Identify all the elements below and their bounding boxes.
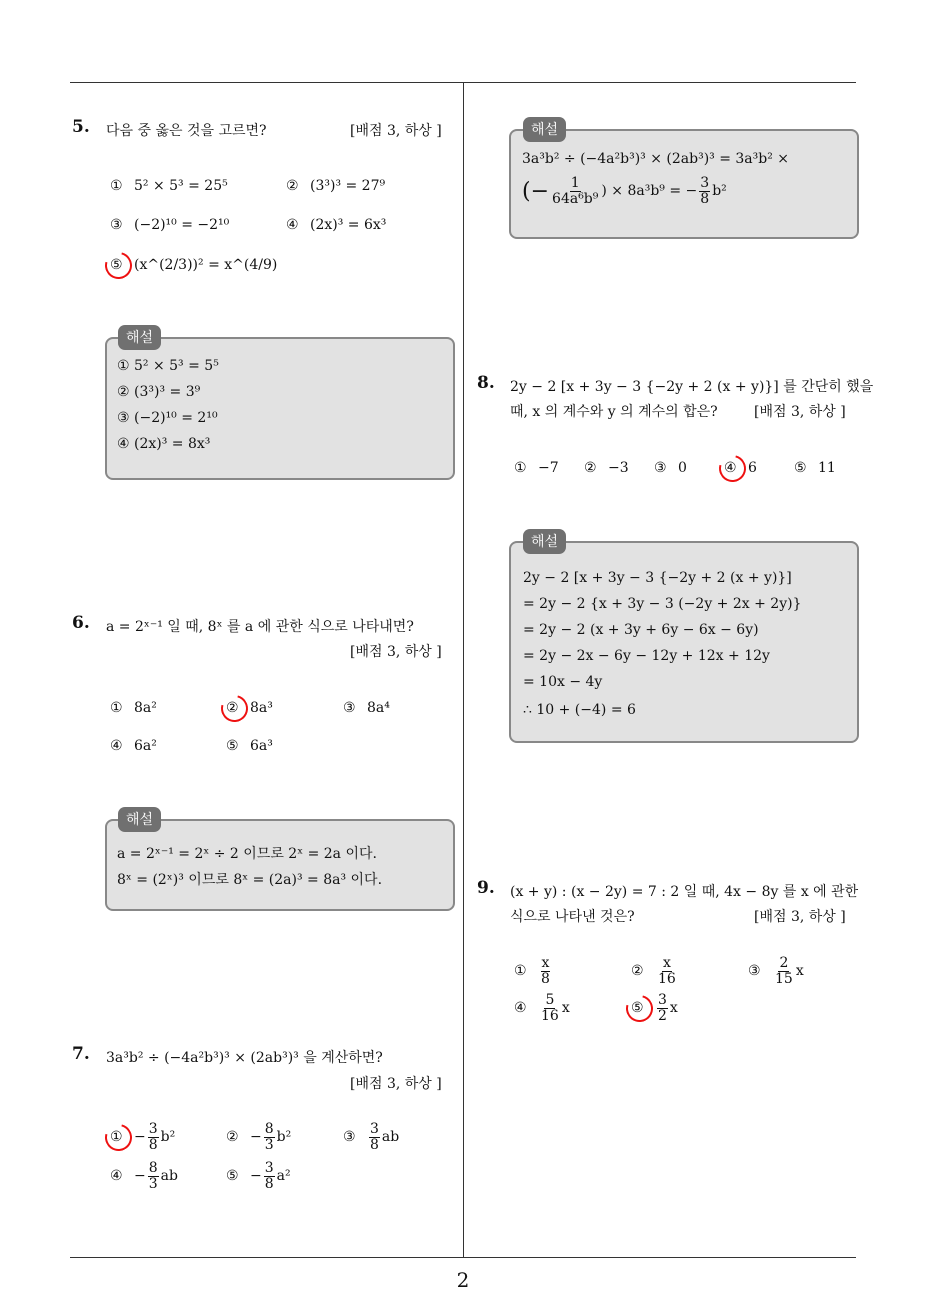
option-tail: x xyxy=(669,1000,678,1017)
q6-option-2[interactable] xyxy=(226,700,273,716)
q5-option-1[interactable] xyxy=(110,178,228,194)
answer-circle xyxy=(100,247,137,284)
q8-option-4[interactable] xyxy=(724,460,757,476)
question-7-text: 3a³b² ÷ (−4a²b³)³ × (2ab³)³ 을 계산하면? xyxy=(106,1050,383,1066)
question-8-number: 8. xyxy=(477,373,495,393)
option-mark: ② xyxy=(631,963,644,980)
option-text: 8a³ xyxy=(250,700,273,716)
question-7-number: 7. xyxy=(72,1044,90,1064)
option-fraction: $\frac{3}{8}$ xyxy=(370,1121,379,1153)
q6-solution-line-2: 8ˣ = (2ˣ)³ 이므로 8ˣ = (2a)³ = 8a³ 이다. xyxy=(117,872,383,888)
option-mark: ③ xyxy=(654,460,667,476)
option-fraction: $\frac{x}{16}$ xyxy=(658,955,676,987)
option-mark: ② xyxy=(286,178,299,194)
q5-option-3[interactable] xyxy=(110,217,229,233)
option-mark: ⑤ xyxy=(226,738,239,754)
question-9-text-line-2: 식으로 나타낸 것은? xyxy=(510,909,635,925)
q5-solution-line-4: ④ (2x)³ = 8x³ xyxy=(117,436,211,452)
option-mark: ④ xyxy=(110,1168,123,1185)
question-7-score: [배점 3, 하상 ] xyxy=(350,1076,442,1092)
q9-option-1[interactable] xyxy=(514,956,553,986)
option-text: (x^(2/3))² = x^(4/9) xyxy=(134,257,278,273)
option-fraction: $\frac{2}{15}$ xyxy=(775,955,793,987)
q8-solution-line-4: = 2y − 2x − 6y − 12y + 12x + 12y xyxy=(523,648,770,664)
q7-option-4[interactable] xyxy=(110,1161,178,1191)
solution-fraction: $\frac{3}{8}$ xyxy=(700,175,710,207)
option-text: (2x)³ = 6x³ xyxy=(310,217,387,233)
q8-solution-line-3: = 2y − 2 (x + 3y + 6y − 6x − 6y) xyxy=(523,622,759,638)
q5-option-5[interactable] xyxy=(110,257,277,273)
q6-solution-tag: 해설 xyxy=(118,807,161,832)
q6-option-1[interactable] xyxy=(110,700,157,716)
q7-option-3[interactable] xyxy=(343,1122,399,1152)
q5-option-4[interactable] xyxy=(286,217,386,233)
answer-circle xyxy=(621,990,658,1027)
option-text: −7 xyxy=(538,460,559,476)
option-text: 5² × 5³ = 25⁵ xyxy=(134,178,228,194)
q8-solution-tag: 해설 xyxy=(523,529,566,554)
solution-fraction: $\frac{1}{\text{64a⁶b⁹}}$ xyxy=(552,175,599,207)
q5-solution-line-2: ② (3³)³ = 3⁹ xyxy=(117,384,201,400)
answer-circle xyxy=(216,690,253,727)
q8-option-2[interactable] xyxy=(584,460,629,476)
option-mark-selected: ④ xyxy=(724,460,748,476)
option-mark: ① xyxy=(110,178,123,194)
option-fraction: $\frac{8}{3}$ xyxy=(264,1121,274,1153)
answer-circle xyxy=(100,1119,137,1156)
option-sign: − xyxy=(250,1129,262,1146)
question-6-score: [배점 3, 하상 ] xyxy=(350,644,442,660)
q7-solution-line-2: (− $\frac{1}{\text{64a⁶b⁹}}$ ) × 8a³b⁹ = − $\frac{3}{8}$ b² xyxy=(522,175,727,207)
option-text: −3 xyxy=(608,460,629,476)
q6-option-4[interactable] xyxy=(110,738,157,754)
option-text: (−2)¹⁰ = −2¹⁰ xyxy=(134,217,230,233)
option-mark: ⑤ xyxy=(226,1168,239,1185)
option-text: 11 xyxy=(818,460,836,476)
q7-solution-tag: 해설 xyxy=(523,117,566,142)
question-9-score: [배점 3, 하상 ] xyxy=(754,909,846,925)
question-8-score: [배점 3, 하상 ] xyxy=(754,404,846,420)
option-tail: b² xyxy=(160,1129,176,1146)
option-mark: ② xyxy=(226,1129,239,1146)
option-mark: ④ xyxy=(514,1000,527,1017)
q7-option-2[interactable] xyxy=(226,1122,291,1152)
q8-solution-line-2: = 2y − 2 {x + 3y − 3 (−2y + 2x + 2y)} xyxy=(523,596,802,612)
option-mark-selected: ⑤ xyxy=(631,1000,655,1016)
option-mark: ③ xyxy=(343,700,356,716)
option-tail: ab xyxy=(160,1168,178,1185)
option-tail: x xyxy=(561,1000,570,1017)
q6-option-3[interactable] xyxy=(343,700,390,716)
q9-option-2[interactable] xyxy=(631,956,679,986)
option-sign: − xyxy=(134,1129,146,1146)
q6-option-5[interactable] xyxy=(226,738,273,754)
q5-option-2[interactable] xyxy=(286,178,385,194)
option-mark: ④ xyxy=(110,738,123,754)
q9-option-3[interactable] xyxy=(748,956,804,986)
question-8-text-line-2: 때, x 의 계수와 y 의 계수의 합은? xyxy=(510,404,718,420)
q7-option-5[interactable] xyxy=(226,1161,291,1191)
option-fraction: $\frac{3}{8}$ xyxy=(264,1160,274,1192)
option-mark: ① xyxy=(514,963,527,980)
option-text: (3³)³ = 27⁹ xyxy=(310,178,386,194)
question-6-text: a = 2ˣ⁻¹ 일 때, 8ˣ 를 a 에 관한 식으로 나타내면? xyxy=(106,619,414,635)
q8-option-5[interactable] xyxy=(794,460,836,476)
option-tail: b² xyxy=(276,1129,292,1146)
option-mark: ④ xyxy=(286,217,299,233)
option-text: 6a³ xyxy=(250,738,273,754)
option-mark: ② xyxy=(584,460,597,476)
option-text: 8a⁴ xyxy=(367,700,390,716)
option-fraction: $\frac{5}{16}$ xyxy=(541,992,559,1024)
option-tail: a² xyxy=(276,1168,291,1185)
page-number: 2 xyxy=(456,1268,470,1292)
q7-solution-line-1: 3a³b² ÷ (−4a²b³)³ × (2ab³)³ = 3a³b² × xyxy=(522,151,790,167)
option-mark: ① xyxy=(514,460,527,476)
option-text: 6 xyxy=(748,460,757,476)
question-9-number: 9. xyxy=(477,878,495,898)
question-6-number: 6. xyxy=(72,613,90,633)
q8-option-3[interactable] xyxy=(654,460,687,476)
option-sign: − xyxy=(134,1168,146,1185)
question-8-text-line-1: 2y − 2 [x + 3y − 3 {−2y + 2 (x + y)}] 를 간단히 했을 xyxy=(510,379,874,395)
question-5-text: 다음 중 옳은 것을 고르면? xyxy=(106,123,267,139)
option-mark-selected: ② xyxy=(226,700,250,716)
q5-solution-line-1: ① 5² × 5³ = 5⁵ xyxy=(117,358,219,374)
option-mark: ⑤ xyxy=(794,460,807,476)
option-mark: ③ xyxy=(110,217,123,233)
q8-solution-line-6: ∴ 10 + (−4) = 6 xyxy=(523,702,636,718)
q5-solution-line-3: ③ (−2)¹⁰ = 2¹⁰ xyxy=(117,410,218,426)
q6-solution-box xyxy=(105,819,455,911)
option-fraction: $\frac{8}{3}$ xyxy=(148,1160,158,1192)
option-sign: − xyxy=(250,1168,262,1185)
question-5-number: 5. xyxy=(72,117,90,137)
option-text: 6a² xyxy=(134,738,157,754)
q5-solution-tag: 해설 xyxy=(118,325,161,350)
option-text: 0 xyxy=(678,460,687,476)
column-divider xyxy=(463,83,464,1258)
option-tail: ab xyxy=(381,1129,400,1146)
question-9-text-line-1: (x + y) : (x − 2y) = 7 : 2 일 때, 4x − 8y 를 x 에 관한 xyxy=(510,884,859,900)
option-tail: x xyxy=(795,963,804,980)
option-text: 8a² xyxy=(134,700,157,716)
option-mark: ③ xyxy=(343,1129,356,1146)
option-fraction: $\frac{3}{8}$ xyxy=(148,1121,158,1153)
q8-solution-line-5: = 10x − 4y xyxy=(523,674,603,690)
option-fraction: $\frac{x}{8}$ xyxy=(541,955,550,987)
option-mark: ① xyxy=(110,700,123,716)
option-fraction: $\frac{3}{2}$ xyxy=(658,992,667,1024)
option-mark-selected: ① xyxy=(110,1129,134,1145)
q8-option-1[interactable] xyxy=(514,460,559,476)
q9-option-4[interactable] xyxy=(514,993,570,1023)
q8-solution-line-1: 2y − 2 [x + 3y − 3 {−2y + 2 (x + y)}] xyxy=(523,570,792,586)
q6-solution-line-1: a = 2ˣ⁻¹ = 2ˣ ÷ 2 이므로 2ˣ = 2a 이다. xyxy=(117,846,377,862)
answer-circle xyxy=(714,450,751,487)
option-mark-selected: ⑤ xyxy=(110,257,134,273)
q7-option-1[interactable] xyxy=(110,1122,175,1152)
q9-option-5[interactable] xyxy=(631,993,678,1023)
question-5-score: [배점 3, 하상 ] xyxy=(350,123,442,139)
option-mark: ③ xyxy=(748,963,761,980)
